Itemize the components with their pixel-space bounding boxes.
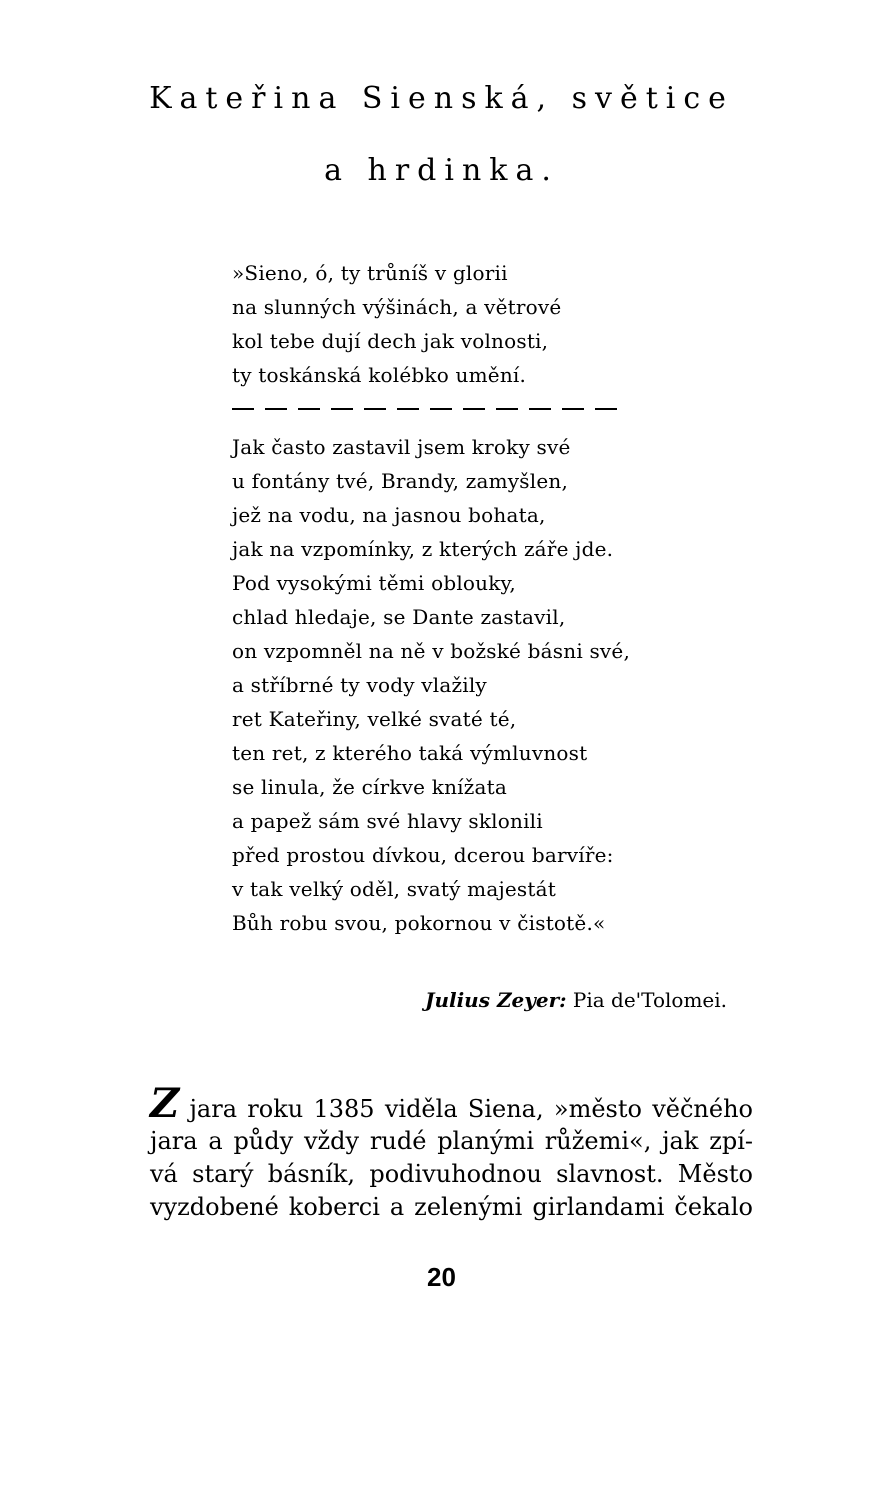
attribution-author: Julius Zeyer: bbox=[424, 988, 567, 1012]
prose-line-text: jara roku 1385 viděla Siena, »město věčného bbox=[189, 1095, 753, 1123]
poem-stanza-2 bbox=[232, 430, 752, 940]
poem-line: ten ret, z kterého taká výmluvnost bbox=[232, 741, 588, 765]
page-number: 20 bbox=[427, 1262, 456, 1292]
poem-line: u fontány tvé, Brandy, zamyšlen, bbox=[232, 469, 569, 493]
poem-line: ret Kateřiny, velké svaté té, bbox=[232, 707, 517, 731]
prose-paragraph bbox=[150, 1080, 753, 1224]
chapter-title-line-2: a hrdinka. bbox=[324, 153, 559, 188]
poem-stanza-1 bbox=[232, 256, 752, 392]
prose-line bbox=[150, 1080, 753, 1127]
poem-line: na slunných výšinách, a větrové bbox=[232, 295, 562, 319]
attribution-work: Pia de'Tolomei. bbox=[572, 988, 727, 1012]
poem-line: kol tebe dují dech jak volnosti, bbox=[232, 329, 549, 353]
chapter-title-line-1: Kateřina Sienská, světice bbox=[149, 81, 734, 116]
prose-line: vyzdobené koberci a zelenými girlandami čekalo bbox=[150, 1193, 753, 1221]
poem-line: »Sieno, ó, ty trůníš v glorii bbox=[232, 261, 508, 285]
poem-line: Jak často zastavil jsem kroky své bbox=[232, 435, 571, 459]
poem-line: Pod vysokými těmi oblouky, bbox=[232, 571, 516, 595]
poem-attribution bbox=[0, 988, 727, 1012]
poem-line: v tak velký oděl, svatý majestát bbox=[232, 877, 556, 901]
poem-line: a papež sám své hlavy sklonili bbox=[232, 809, 543, 833]
prose-line: vá starý básník, podivuhodnou slavnost. Město bbox=[150, 1160, 753, 1188]
poem-line: on vzpomněl na ně v božské básni své, bbox=[232, 639, 631, 663]
poem-line: jak na vzpomínky, z kterých záře jde. bbox=[232, 537, 614, 561]
prose-line: jara a půdy vždy rudé planými růžemi«, jak zpí- bbox=[150, 1127, 753, 1155]
poem-line: ty toskánská kolébko umění. bbox=[232, 363, 527, 387]
drop-cap: Z bbox=[150, 1080, 180, 1127]
poem-line: a stříbrné ty vody vlažily bbox=[232, 673, 487, 697]
poem-line: před prostou dívkou, dcerou barvíře: bbox=[232, 843, 614, 867]
poem-line: chlad hledaje, se Dante zastavil, bbox=[232, 605, 566, 629]
poem-line: Bůh robu svou, pokornou v čistotě.« bbox=[232, 911, 606, 935]
poem-line: jež na vodu, na jasnou bohata, bbox=[232, 503, 546, 527]
poem-line: se linula, že církve knížata bbox=[232, 775, 507, 799]
dashed-separator bbox=[232, 408, 617, 410]
